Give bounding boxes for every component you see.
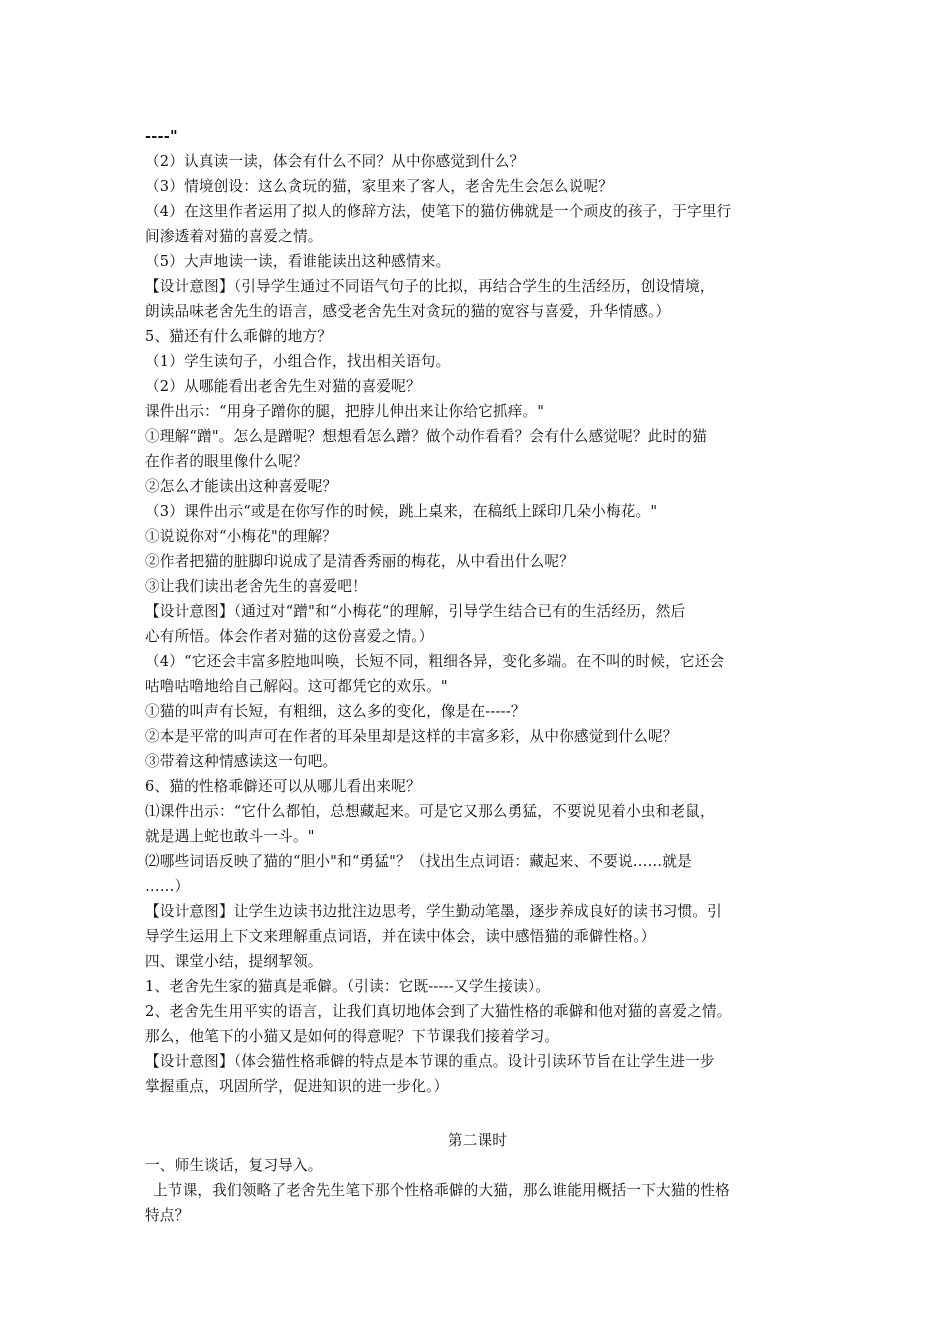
text-line: （3）情境创设：这么贪玩的猫，家里来了客人，老舍先生会怎么说呢？ <box>145 178 614 195</box>
text-line: 上节课，我们领略了老舍先生笔下那个性格乖僻的大猫，那么谁能用概括一下大猫的性格 <box>153 1182 730 1199</box>
text-line: （4）在这里作者运用了拟人的修辞方法，使笔下的猫仿佛就是一个顽皮的孩子，于字里行 <box>145 203 732 220</box>
text-line: 2、老舍先生用平实的语言，让我们真切地体会到了大猫性格的乖僻和他对猫的喜爱之情。 <box>145 1003 732 1020</box>
text-line: ①猫的叫声有长短，有粗细，这么多的变化，像是在-----？ <box>145 703 526 720</box>
text-line: 5、猫还有什么乖僻的地方？ <box>145 328 333 345</box>
text-line: ③让我们读出老舍先生的喜爱吧！ <box>145 578 367 595</box>
text-line: ⑴课件出示：“它什么都怕，总想藏起来。可是它又那么勇猛，不要说见着小虫和老鼠， <box>145 803 715 820</box>
text-line: ②本是平常的叫声可在作者的耳朵里却是这样的丰富多彩，从中你感觉到什么呢？ <box>145 728 678 745</box>
text-line: 特点？ <box>145 1207 190 1224</box>
text-line: ……） <box>145 878 190 895</box>
text-line: ----" <box>145 128 178 145</box>
text-line: 课件出示：“用身子蹭你的腿，把脖儿伸出来让你给它抓痒。" <box>145 403 545 420</box>
text-line: 那么，他笔下的小猫又是如何的得意呢？下节课我们接着学习。 <box>145 1028 560 1045</box>
text-line: 【设计意图】（通过对“蹭"和“小梅花“的理解，引导学生结合已有的生活经历，然后 <box>145 603 686 620</box>
text-line: 在作者的眼里像什么呢？ <box>145 453 308 470</box>
text-line: 朗读品味老舍先生的语言，感受老舍先生对贪玩的猫的宽容与喜爱，升华情感。） <box>145 303 671 320</box>
text-line: 【设计意图】让学生边读书边批注边思考，学生勤动笔墨，逐步养成良好的读书习惯。引 <box>145 903 722 920</box>
text-line: 咕噜咕噜地给自己解闷。这可都凭它的欢乐。" <box>145 678 448 695</box>
text-line: 一、师生谈话，复习导入。 <box>145 1157 323 1174</box>
text-line: 6、猫的性格乖僻还可以从哪儿看出来呢？ <box>145 778 421 795</box>
text-line: （5）大声地读一读，看谁能读出这种感情来。 <box>145 253 451 270</box>
text-line: ⑵哪些词语反映了猫的“胆小"和“勇猛"？（找出生点词语：藏起来、不要说……就是 <box>145 853 692 870</box>
text-line: 【设计意图】（引导学生通过不同语气句子的比拟，再结合学生的生活经历，创设情境， <box>145 278 715 295</box>
document-page <box>145 124 810 1228</box>
text-line: 心有所悟。体会作者对猫的这份喜爱之情。） <box>145 628 434 645</box>
text-line: ②作者把猫的脏脚印说成了是清香秀丽的梅花，从中看出什么呢？ <box>145 553 575 570</box>
text-line: 就是遇上蛇也敢斗一斗。" <box>145 828 315 845</box>
text-line: 【设计意图】（体会猫性格乖僻的特点是本节课的重点。设计引读环节旨在让学生进一步 <box>145 1053 715 1070</box>
text-line: （1）学生读句子，小组合作，找出相关语句。 <box>145 353 451 370</box>
text-line: ①理解“蹭"。怎么是蹭呢？想想看怎么蹭？做个动作看看？会有什么感觉呢？此时的猫 <box>145 428 707 445</box>
text-line: （4）“它还会丰富多腔地叫唤，长短不同，粗细各异，变化多端。在不叫的时候，它还会 <box>145 653 725 670</box>
text-line: 间渗透着对猫的喜爱之情。 <box>145 228 323 245</box>
text-line: 四、课堂小结，提纲挈领。 <box>145 953 323 970</box>
text-line: （2）从哪能看出老舍先生对猫的喜爱呢？ <box>145 378 421 395</box>
text-line: （3）课件出示“或是在你写作的时候，跳上桌来，在稿纸上踩印几朵小梅花。" <box>145 503 658 520</box>
text-line: 1、老舍先生家的猫真是乖僻。（引读：它既-----又学生接读）。 <box>145 978 551 995</box>
text-line: 掌握重点，巩固所学，促进知识的进一步化。） <box>145 1078 449 1095</box>
text-line: 导学生运用上下文来理解重点词语，并在读中体会，读中感悟猫的乖僻性格。） <box>145 928 656 945</box>
text-line: ③带着这种情感读这一句吧。 <box>145 753 338 770</box>
text-line: （2）认真读一读，体会有什么不同？从中你感觉到什么？ <box>145 153 525 170</box>
text-line: ①说说你对“小梅花"的理解？ <box>145 528 338 545</box>
section-title: 第二课时 <box>447 1132 508 1149</box>
text-line: ②怎么才能读出这种喜爱呢？ <box>145 478 338 495</box>
